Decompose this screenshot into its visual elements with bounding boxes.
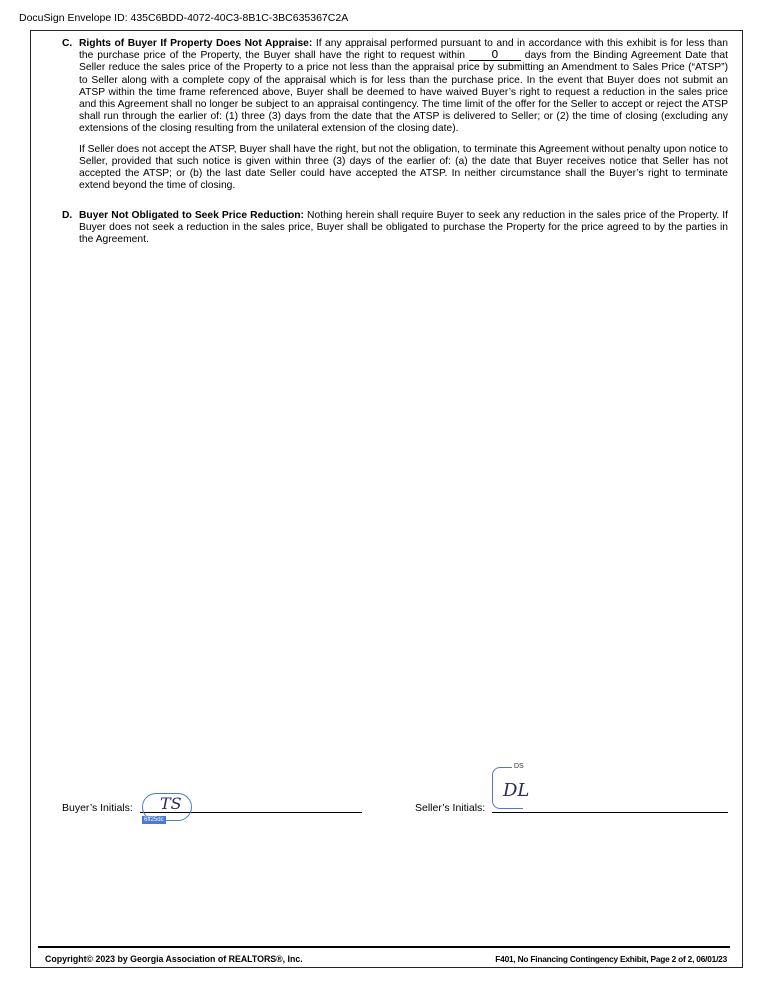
clause-c-text-after: days from the Binding Agreement Date that Seller reduce the sales price of the Property to a price not less than the appraisal price by submitting an Amendment to Sales Price (“ATSP”) to Seller along with a complete copy of the appraisal which is for less than the purchase price. In the event that Buyer does not submit an ATSP within the time frame referenced above, Buyer shall be deemed to have waived Buyer’s right to request a reduction in the sales price and this Agreement shall no longer be subject to an appraisal contingency. The time limit of the offer for the Seller to accept or reject the ATSP shall run through the earlier of: (1) three (3) days from the date that the ATSP is delivered to Seller; or (2) the time of closing (excluding any extensions of the closing resulting from the unilateral extension of the closing date). [79, 50, 728, 135]
clause-d-heading: Buyer Not Obligated to Seek Price Reduction: [79, 210, 304, 221]
clause-d-text: Nothing herein shall require Buyer to seek any reduction in the sales price of the Property. If Buyer does not seek a reduction in the sales price, Buyer shall be obligated to purchase the Property for the price agreed to by the parties in the Agreement. [79, 210, 728, 246]
clause-c-paragraph-1 [79, 38, 728, 136]
buyer-initials-label: Buyer’s Initials: [62, 802, 133, 814]
days-field[interactable]: 0 [469, 50, 521, 61]
clause-d [62, 210, 728, 247]
seller-initials-signature: DL [503, 780, 530, 801]
seller-initials-label: Seller’s Initials: [415, 802, 486, 814]
clause-c-paragraph-2: If Seller does not accept the ATSP, Buyer shall have the right, but not the obligation, to terminate this Agreement without penalty upon notice to Seller, provided that such notice is given within three (3) days of the earlier of: (a) the date that Buyer receives notice that Seller has not accepted the ATSP; or (b) the last date Seller could have accepted the ATSP. In neither circumstance shall the Buyer’s right to terminate extend beyond the time of closing. [79, 143, 728, 192]
envelope-id: DocuSign Envelope ID: 435C6BDD-4072-40C3-8B1C-3BC635367C2A [19, 12, 349, 24]
buyer-initials-tag: 6ff25dc [144, 817, 164, 823]
clause-d-paragraph [79, 210, 728, 247]
seller-initials-line [492, 812, 728, 813]
clause-c-heading: Rights of Buyer If Property Does Not Appraise: [79, 38, 313, 49]
buyer-initials-signature: TS [160, 794, 182, 813]
footer-rule [38, 946, 730, 948]
clause-c-text-before: If any appraisal performed pursuant to and in accordance with this exhibit is for less than the purchase price of the Property, the Buyer shall have the right to request within [79, 38, 728, 62]
clause-c-letter: C. [62, 38, 73, 49]
clause-c [62, 38, 728, 192]
seller-ds-label: DS [514, 763, 524, 770]
footer-copyright: Copyright© 2023 by Georgia Association of REALTORS®, Inc. [45, 954, 303, 964]
footer-form-id: F401, No Financing Contingency Exhibit, Page 2 of 2, 06/01/23 [495, 954, 727, 964]
clause-d-letter: D. [62, 210, 73, 221]
